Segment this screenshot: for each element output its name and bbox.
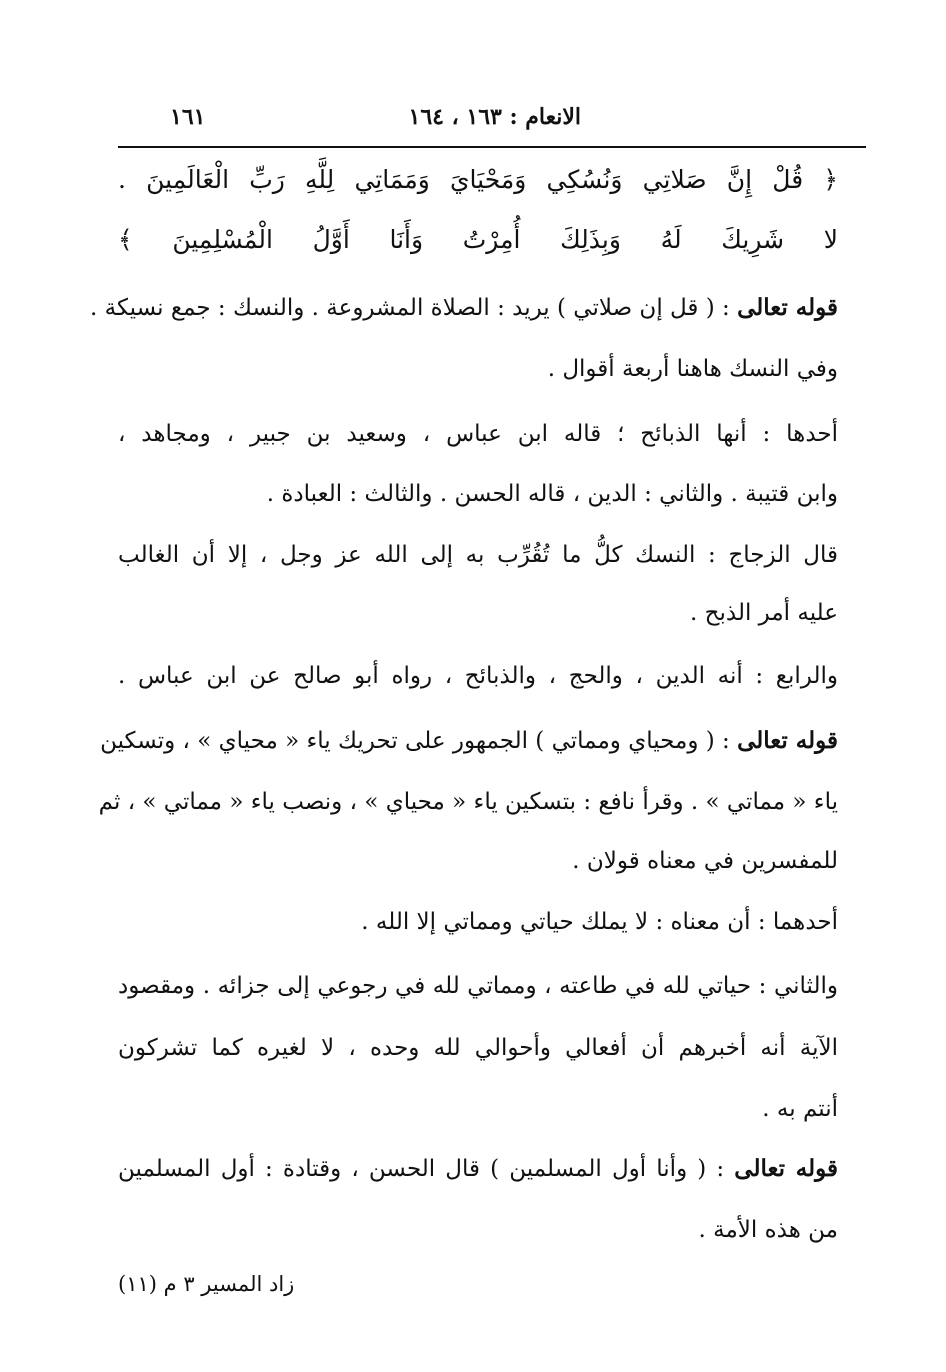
- lead-phrase: قوله تعالى: [734, 1155, 838, 1182]
- text-line: [100, 725, 838, 757]
- text-line: أحدهما : أن معناه : لا يملك حياتي ومماتي إلا الله .: [361, 909, 838, 935]
- line-text: : ( وأنا أول المسلمين ) قال الحسن ، وقتادة : أول المسلمين: [118, 1156, 725, 1182]
- text-line: وابن قتيبة . والثاني : الدين ، قاله الحسن . والثالث : العبادة .: [266, 481, 838, 507]
- text-line: للمفسرين في معناه قولان .: [572, 848, 838, 874]
- text-line: والثاني : حياتي لله في طاعته ، ومماتي لله في رجوعي إلى جزائه . ومقصود: [118, 973, 838, 999]
- verse-line-2: لا شَرِيكَ لَهُ وَبِذَلِكَ أُمِرْتُ وَأَنَا أَوَّلُ الْمُسْلِمِينَ ﴾: [118, 225, 838, 254]
- line-text: : ( ومحياي ومماتي ) الجمهور على تحريك ياء « محياي » ، وتسكين: [100, 728, 730, 754]
- lead-phrase: قوله تعالى: [737, 294, 838, 321]
- text-line: [90, 292, 838, 324]
- text-line: أحدها : أنها الذبائح ؛ قاله ابن عباس ، وسعيد بن جبير ، ومجاهد ،: [118, 421, 838, 447]
- running-title: الانعام : ١٦٣ ، ١٦٤: [408, 104, 581, 130]
- signature-footer: زاد المسير ٣ م (١١): [118, 1272, 295, 1296]
- text-line: والرابع : أنه الدين ، والحج ، والذبائح ، رواه أبو صالح عن ابن عباس .: [118, 663, 838, 689]
- lead-phrase: قوله تعالى: [737, 727, 838, 754]
- text-line: ياء « مماتي » . وقرأ نافع : بتسكين ياء « محياي » ، ونصب ياء « مماتي » ، ثم: [98, 789, 838, 815]
- text-line: [118, 1153, 838, 1185]
- verse-line-1: ﴿ قُلْ إِنَّ صَلاتِي وَنُسُكِي وَمَحْيَايَ وَمَمَاتِي لِلَّهِ رَبِّ الْعَالَمِينَ .: [118, 165, 838, 194]
- line-text: : ( قل إن صلاتي ) يريد : الصلاة المشروعة . والنسك : جمع نسيكة .: [90, 295, 730, 321]
- page-header: [118, 104, 866, 144]
- text-line: وفي النسك هاهنا أربعة أقوال .: [547, 356, 838, 382]
- text-line: أنتم به .: [762, 1096, 838, 1122]
- header-rule: [118, 146, 866, 148]
- text-line: الآية أنه أخبرهم أن أفعالي وأحوالي لله وحده ، لا لغيره كما تشركون: [118, 1035, 838, 1061]
- page-number: ١٦١: [170, 104, 206, 130]
- text-line: قال الزجاج : النسك كلُّ ما تُقُرِّب به إلى الله عز وجل ، إلا أن الغالب: [118, 542, 838, 568]
- text-line: من هذه الأمة .: [698, 1217, 838, 1243]
- text-line: عليه أمر الذبح .: [690, 600, 838, 626]
